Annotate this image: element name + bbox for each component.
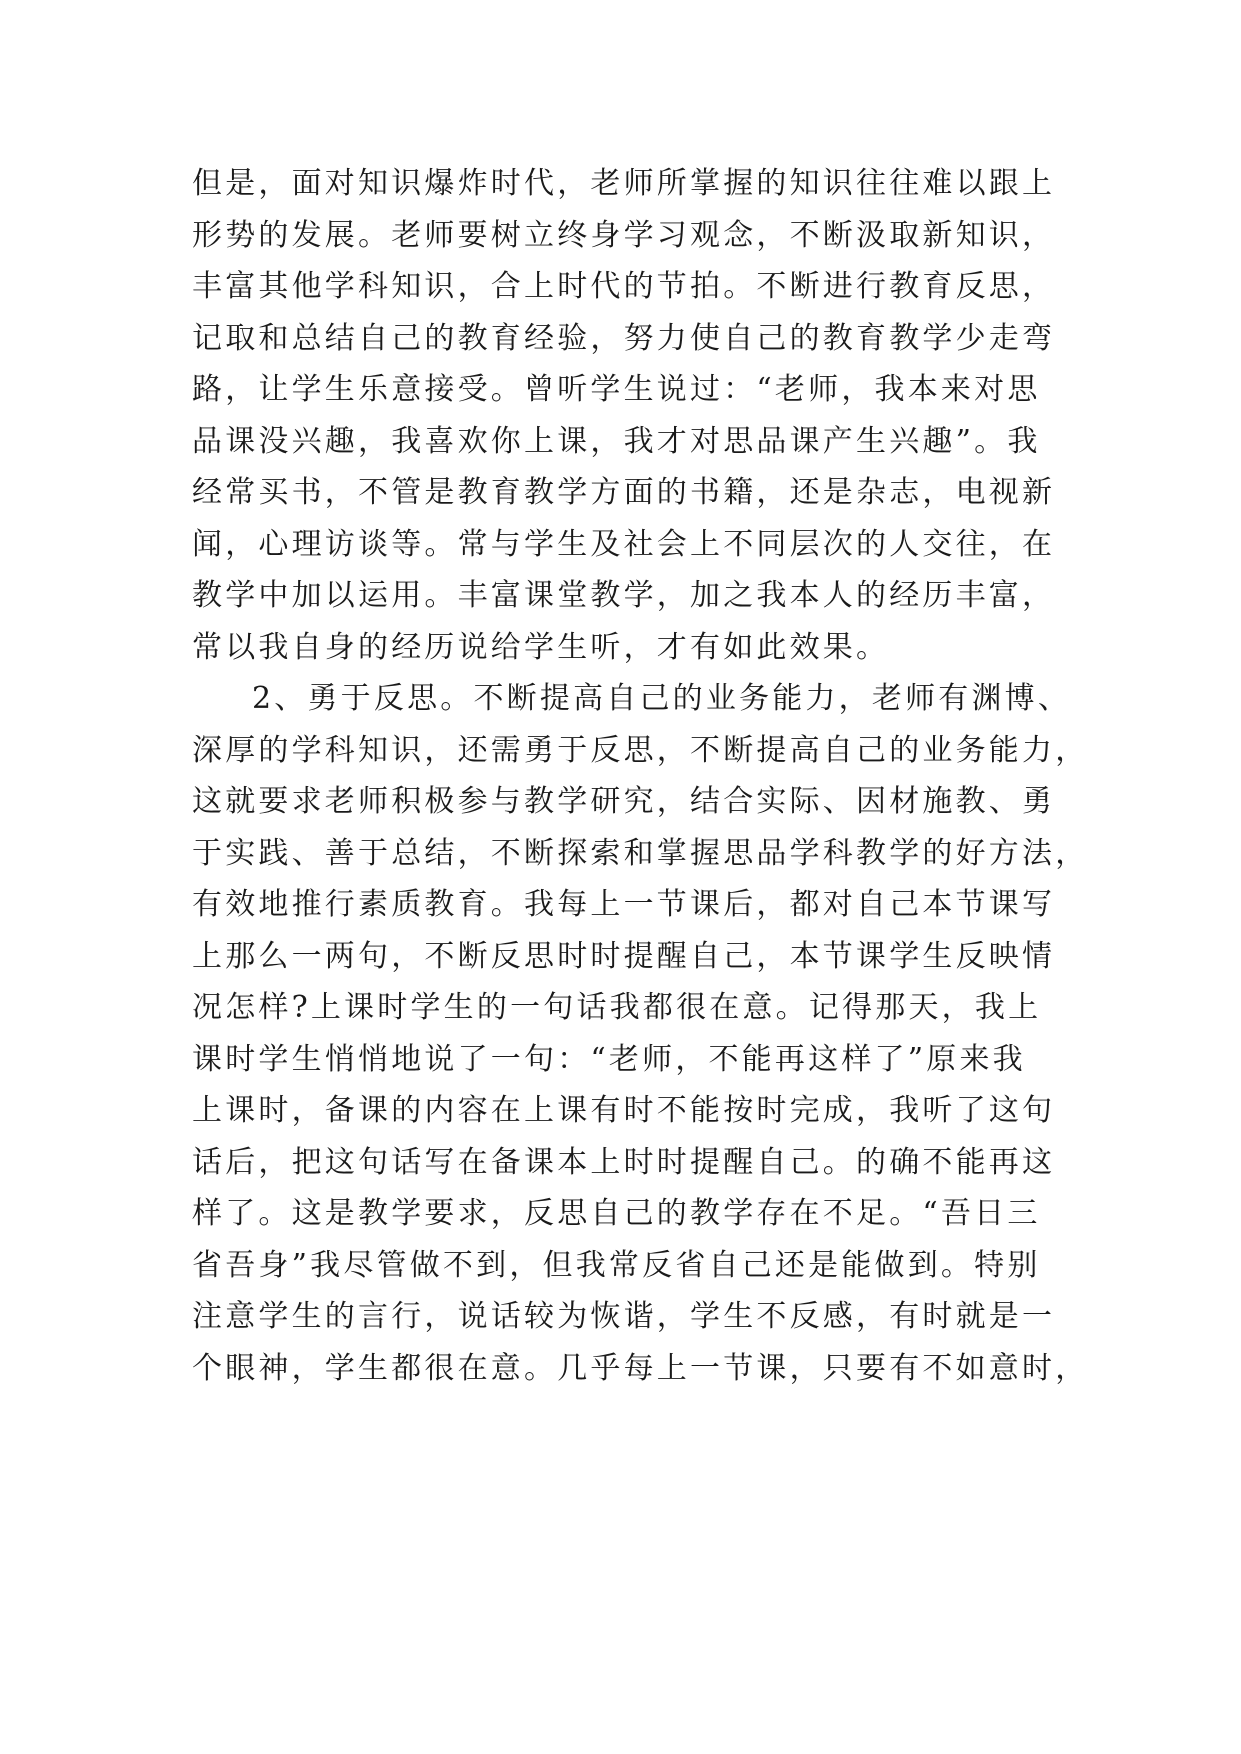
text-line: 品课没兴趣，我喜欢你上课，我才对思品课产生兴趣”。我	[192, 423, 1041, 459]
text-line: 路，让学生乐意接受。曾听学生说过：“老师，我本来对思	[192, 372, 1041, 407]
text-line: 深厚的学科知识，还需勇于反思，不断提高自己的业务能力，	[192, 732, 1089, 768]
text-line: 闻，心理访谈等。常与学生及社会上不同层次的人交往，在	[192, 526, 1056, 562]
text-line: 于实践、善于总结，不断探索和掌握思品学科教学的好方法，	[192, 835, 1089, 871]
text-line: 常以我自身的经历说给学生听，才有如此效果。	[192, 629, 890, 665]
text-line: 这就要求老师积极参与教学研究，结合实际、因材施教、勇	[192, 784, 1056, 819]
text-line: 但是，面对知识爆炸时代，老师所掌握的知识往往难以跟上	[192, 166, 1056, 201]
text-line: 省吾身”我尽管做不到，但我常反省自己还是能做到。特别	[192, 1247, 1041, 1283]
text-line: 形势的发展。老师要树立终身学习观念，不断汲取新知识，	[192, 217, 1056, 253]
text-line: 上课时，备课的内容在上课有时不能按时完成，我听了这句	[192, 1093, 1056, 1128]
body-text	[192, 158, 1089, 1394]
text-line: 上那么一两句，不断反思时时提醒自己，本节课学生反映情	[192, 938, 1056, 974]
text-line: 有效地推行素质教育。我每上一节课后，都对自己本节课写	[192, 887, 1056, 922]
text-line: 经常买书，不管是教育教学方面的书籍，还是杂志，电视新	[192, 475, 1056, 510]
text-line: 话后，把这句话写在备课本上时时提醒自己。的确不能再这	[192, 1144, 1056, 1180]
text-line: 况怎样?上课时学生的一句话我都很在意。记得那天，我上	[192, 990, 1042, 1025]
text-line: 丰富其他学科知识，合上时代的节拍。不断进行教育反思，	[192, 269, 1056, 304]
text-line: 课时学生悄悄地说了一句：“老师，不能再这样了”原来我	[192, 1041, 1026, 1077]
text-line: 记取和总结自己的教育经验，努力使自己的教育教学少走弯	[192, 320, 1056, 356]
text-line: 教学中加以运用。丰富课堂教学，加之我本人的经历丰富，	[192, 578, 1056, 613]
text-line: 样了。这是教学要求，反思自己的教学存在不足。“吾日三	[192, 1196, 1041, 1231]
paragraph-start-line: 2、勇于反思。不断提高自己的业务能力，老师有渊博、	[252, 681, 1072, 716]
text-line: 注意学生的言行，说话较为恢谐，学生不反感，有时就是一	[192, 1299, 1056, 1334]
text-line: 个眼神，学生都很在意。几乎每上一节课，只要有不如意时，	[192, 1350, 1089, 1386]
